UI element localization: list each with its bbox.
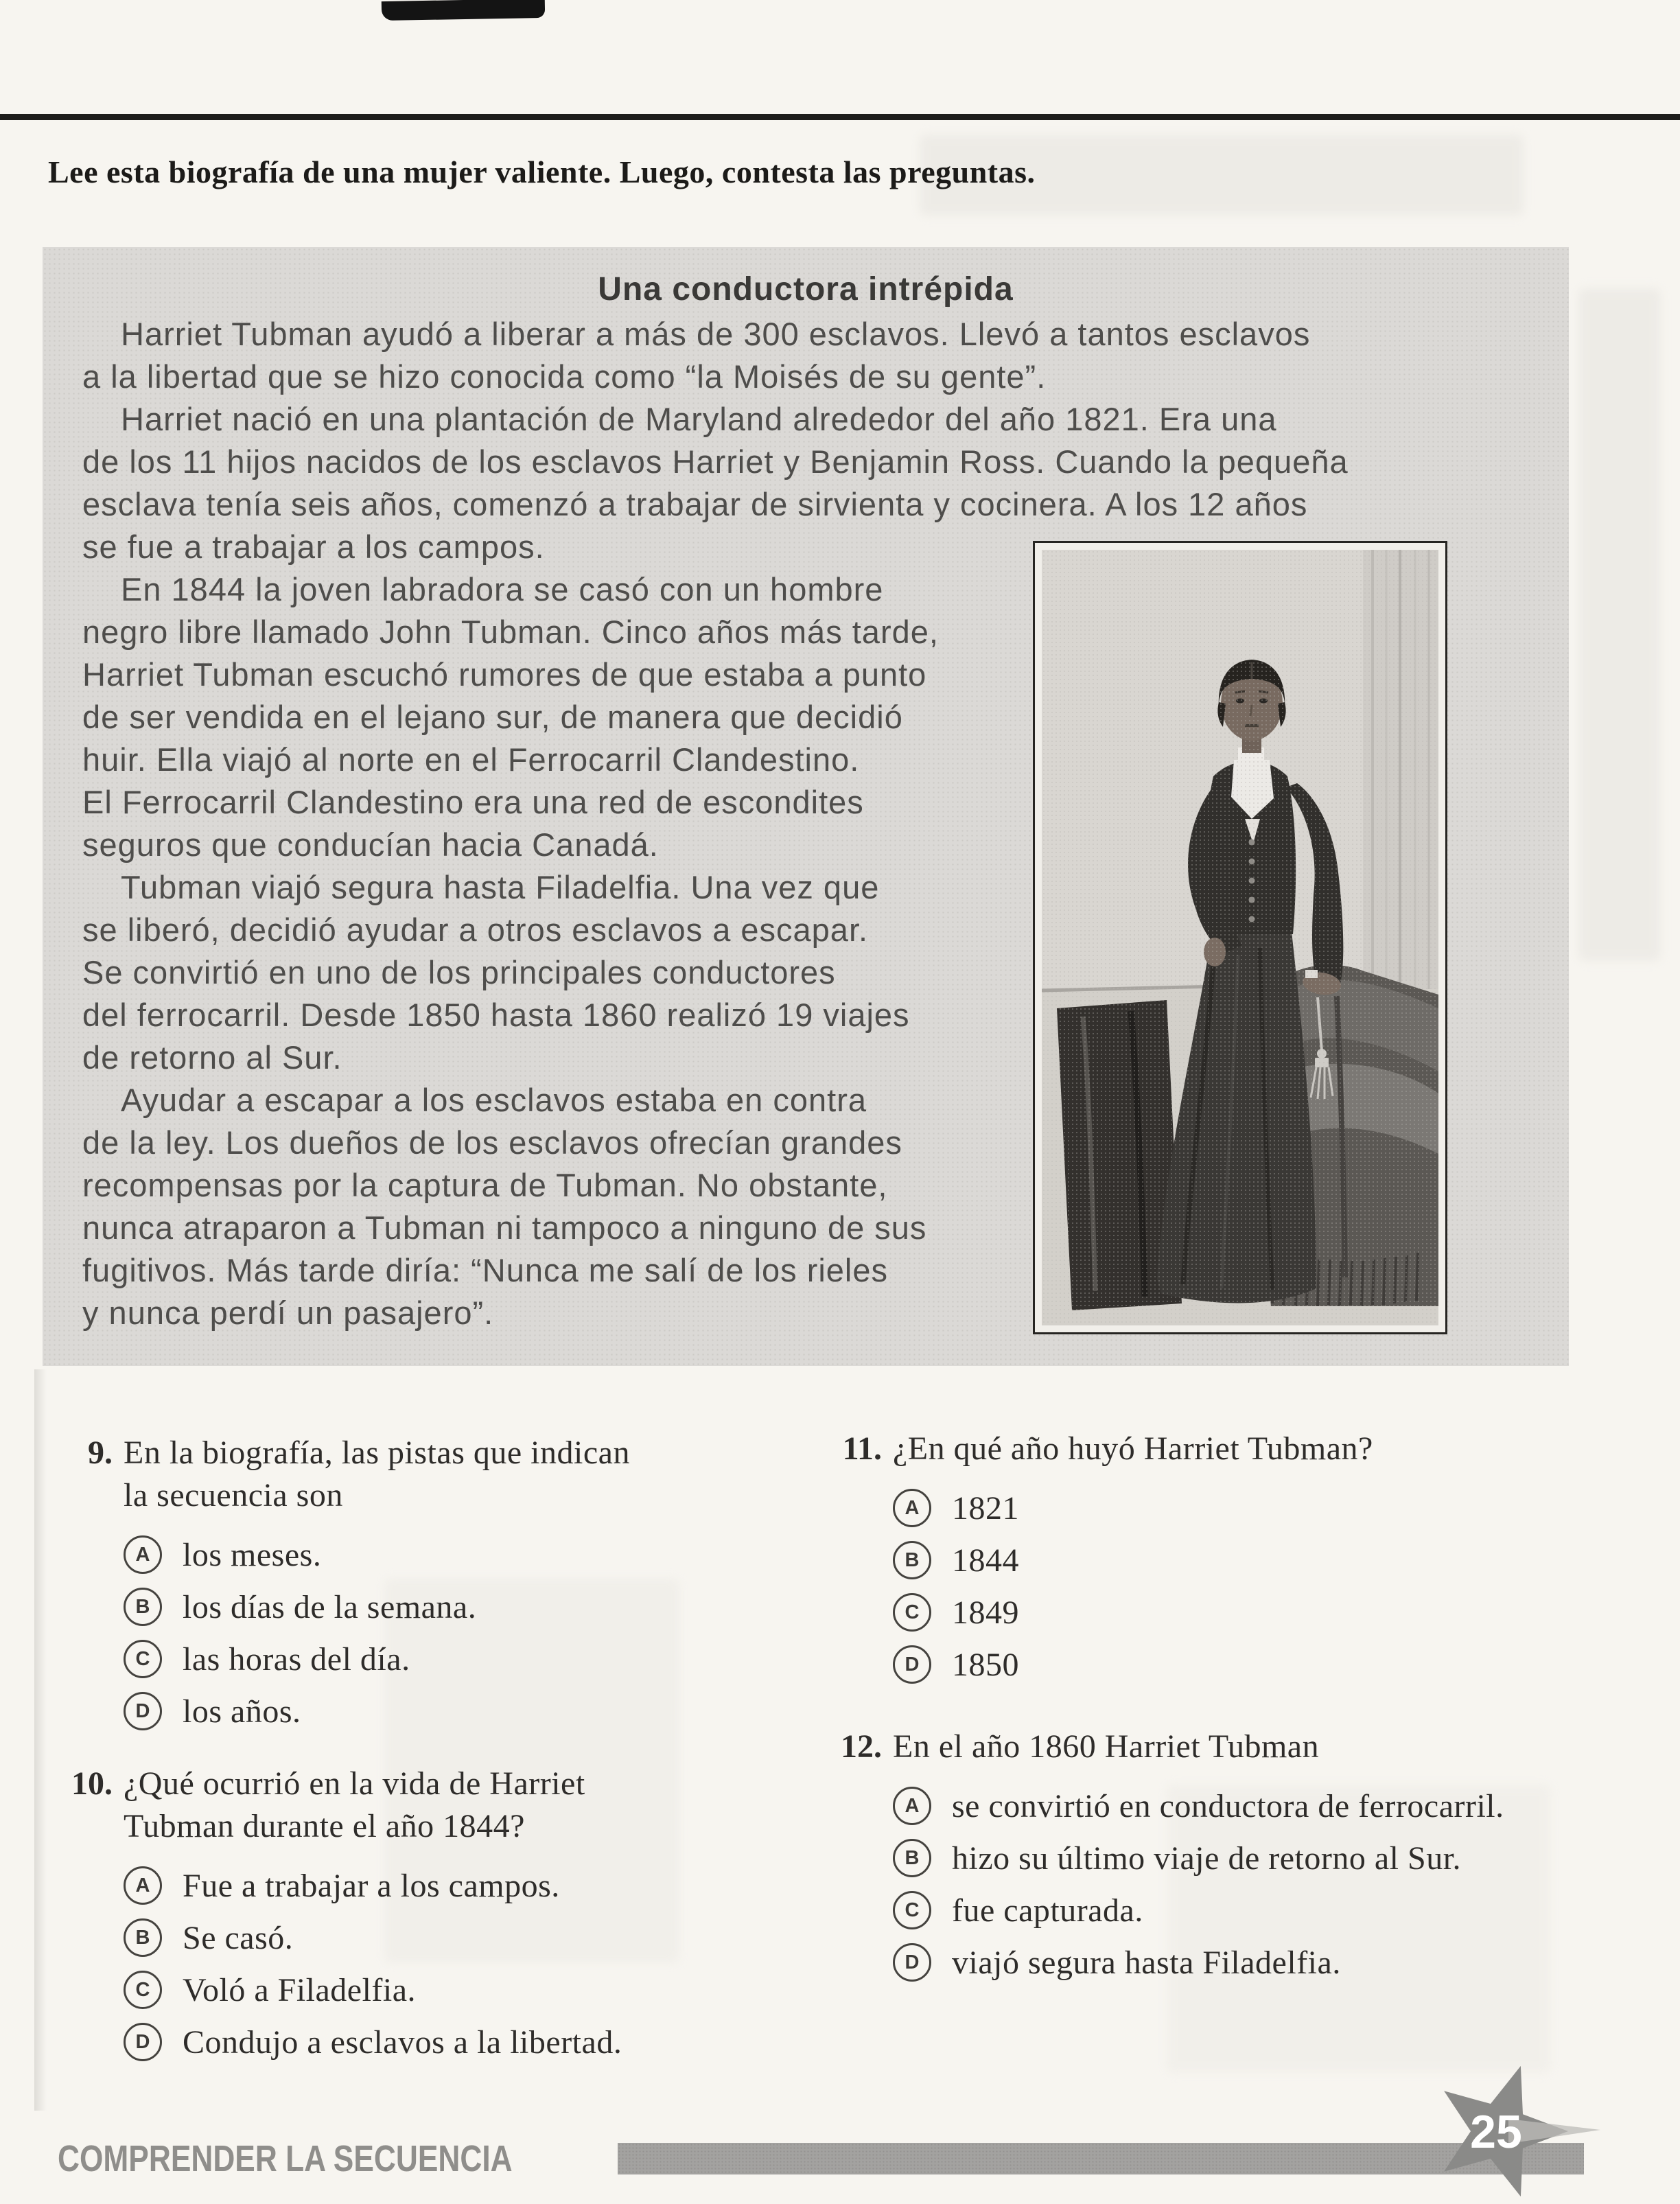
answer-option-b[interactable] bbox=[124, 1918, 806, 1958]
option-text: los años. bbox=[183, 1693, 301, 1730]
biography-line: de los 11 hijos nacidos de los esclavos Harriet y Benjamin Ross. Cuando la pequeña bbox=[82, 443, 1349, 480]
question-11 bbox=[827, 1428, 1671, 1684]
question-number: 11. bbox=[842, 1430, 882, 1467]
option-text: 1821 bbox=[952, 1489, 1019, 1527]
option-letter-badge: D bbox=[893, 1645, 931, 1684]
answer-option-b[interactable] bbox=[893, 1540, 1671, 1580]
option-text: hizo su último viaje de retorno al Sur. bbox=[952, 1840, 1462, 1877]
option-text: 1849 bbox=[952, 1594, 1019, 1631]
question-stem-line: ¿En qué año huyó Harriet Tubman? bbox=[893, 1430, 1373, 1467]
question-stem-line: la secuencia son bbox=[124, 1477, 343, 1513]
answer-option-c[interactable] bbox=[124, 1970, 806, 2010]
answer-option-c[interactable] bbox=[893, 1890, 1671, 1930]
answer-option-c[interactable] bbox=[124, 1639, 806, 1679]
option-letter-badge: D bbox=[124, 1692, 162, 1730]
answer-option-a[interactable] bbox=[124, 1535, 806, 1575]
biography-line: de ser vendida en el lejano sur, de manera que decidió bbox=[82, 699, 903, 735]
biography-line: esclava tenía seis años, comenzó a trabajar de sirvienta y cocinera. A los 12 años bbox=[82, 486, 1308, 522]
question-stem-line: En el año 1860 Harriet Tubman bbox=[893, 1728, 1320, 1765]
option-letter-badge: A bbox=[893, 1787, 931, 1825]
question-12 bbox=[827, 1726, 1671, 1982]
page-number: 25 bbox=[1470, 2106, 1522, 2158]
option-letter-badge: A bbox=[124, 1866, 162, 1905]
footer-strand-label: COMPRENDER LA SECUENCIA bbox=[58, 2138, 513, 2179]
option-text: se convirtió en conductora de ferrocarril. bbox=[952, 1787, 1504, 1824]
biography-line: Ayudar a escapar a los esclavos estaba en contra bbox=[121, 1082, 867, 1118]
scan-artifact bbox=[382, 0, 545, 21]
option-text: fue capturada. bbox=[952, 1892, 1143, 1929]
option-letter-badge: A bbox=[893, 1489, 931, 1527]
biography-line: negro libre llamado John Tubman. Cinco años más tarde, bbox=[82, 614, 939, 650]
biography-line: seguros que conducían hacia Canadá. bbox=[82, 826, 659, 863]
biography-line: Se convirtió en uno de los principales conductores bbox=[82, 954, 836, 990]
biography-box bbox=[43, 247, 1569, 1366]
option-letter-badge: C bbox=[893, 1593, 931, 1632]
star-icon bbox=[1427, 2060, 1606, 2203]
answer-option-d[interactable] bbox=[124, 2022, 806, 2062]
option-letter-badge: B bbox=[893, 1839, 931, 1877]
option-letter-badge: D bbox=[893, 1943, 931, 1982]
option-letter-badge: B bbox=[893, 1541, 931, 1579]
biography-line: Harriet Tubman ayudó a liberar a más de 300 esclavos. Llevó a tantos esclavos bbox=[121, 316, 1311, 352]
question-number: 9. bbox=[88, 1435, 113, 1471]
biography-line: del ferrocarril. Desde 1850 hasta 1860 realizó 19 viajes bbox=[82, 997, 910, 1033]
biography-line: Tubman viajó segura hasta Filadelfia. Una vez que bbox=[121, 869, 880, 905]
biography-line: El Ferrocarril Clandestino era una red de escondites bbox=[82, 784, 864, 820]
option-text: Fue a trabajar a los campos. bbox=[183, 1867, 560, 1904]
biography-line: Harriet Tubman escuchó rumores de que estaba a punto bbox=[82, 656, 927, 693]
option-letter-badge: B bbox=[124, 1588, 162, 1626]
answer-option-c[interactable] bbox=[893, 1592, 1671, 1632]
answer-option-b[interactable] bbox=[893, 1838, 1671, 1878]
questions-column-right bbox=[827, 1428, 1671, 1982]
biography-line: de la ley. Los dueños de los esclavos ofrecían grandes bbox=[82, 1124, 902, 1161]
instruction-text: Lee esta biografía de una mujer valiente. Luego, contesta las preguntas. bbox=[48, 154, 1036, 189]
biography-line: y nunca perdí un pasajero”. bbox=[82, 1295, 494, 1331]
question-10 bbox=[58, 1763, 806, 2062]
option-text: las horas del día. bbox=[183, 1640, 410, 1678]
biography-line: fugitivos. Más tarde diría: “Nunca me salí de los rieles bbox=[82, 1252, 889, 1288]
answer-option-d[interactable] bbox=[893, 1645, 1671, 1684]
questions-column-left bbox=[58, 1432, 806, 2062]
page-number-star bbox=[1427, 2060, 1606, 2203]
option-letter-badge: C bbox=[124, 1971, 162, 2009]
question-stem-line: Tubman durante el año 1844? bbox=[124, 1808, 525, 1844]
option-letter-badge: D bbox=[124, 2023, 162, 2061]
question-stem-line: ¿Qué ocurrió en la vida de Harriet bbox=[124, 1765, 585, 1802]
answer-option-a[interactable] bbox=[124, 1866, 806, 1905]
bleed-artifact bbox=[1578, 288, 1661, 961]
scan-gutter-shadow bbox=[34, 1369, 47, 2111]
option-text: Se casó. bbox=[183, 1919, 294, 1956]
answer-option-a[interactable] bbox=[893, 1488, 1671, 1528]
question-number: 12. bbox=[841, 1728, 882, 1765]
option-letter-badge: A bbox=[124, 1535, 162, 1574]
option-text: viajó segura hasta Filadelfia. bbox=[952, 1944, 1341, 1981]
option-text: Voló a Filadelfia. bbox=[183, 1971, 417, 2008]
option-letter-badge: C bbox=[893, 1891, 931, 1929]
option-text: Condujo a esclavos a la libertad. bbox=[183, 2023, 622, 2061]
biography-text bbox=[82, 313, 1530, 1334]
biography-line: se fue a trabajar a los campos. bbox=[82, 529, 545, 565]
option-text: 1850 bbox=[952, 1646, 1019, 1683]
option-letter-badge: B bbox=[124, 1918, 162, 1957]
biography-line: a la libertad que se hizo conocida como “la Moisés de su gente”. bbox=[82, 358, 1047, 395]
question-9 bbox=[58, 1432, 806, 1731]
answer-option-b[interactable] bbox=[124, 1587, 806, 1627]
top-divider-line bbox=[0, 114, 1680, 120]
question-stem-line: En la biografía, las pistas que indican bbox=[124, 1435, 630, 1471]
biography-line: de retorno al Sur. bbox=[82, 1039, 342, 1076]
biography-title: Una conductora intrépida bbox=[598, 271, 1014, 308]
biography-line: se liberó, decidió ayudar a otros esclavos a escapar. bbox=[82, 912, 869, 948]
biography-line: recompensas por la captura de Tubman. No obstante, bbox=[82, 1167, 888, 1203]
option-text: los días de la semana. bbox=[183, 1588, 477, 1625]
biography-line: nunca atraparon a Tubman ni tampoco a ninguno de sus bbox=[82, 1209, 927, 1246]
option-letter-badge: C bbox=[124, 1640, 162, 1678]
biography-line: huir. Ella viajó al norte en el Ferrocarril Clandestino. bbox=[82, 741, 860, 778]
option-text: los meses. bbox=[183, 1536, 322, 1573]
biography-line: En 1844 la joven labradora se casó con un hombre bbox=[121, 571, 884, 607]
answer-option-a[interactable] bbox=[893, 1786, 1671, 1826]
question-number: 10. bbox=[71, 1765, 113, 1802]
answer-option-d[interactable] bbox=[893, 1942, 1671, 1982]
biography-line: Harriet nació en una plantación de Maryland alrededor del año 1821. Era una bbox=[121, 401, 1277, 437]
option-text: 1844 bbox=[952, 1542, 1019, 1579]
answer-option-d[interactable] bbox=[124, 1691, 806, 1731]
